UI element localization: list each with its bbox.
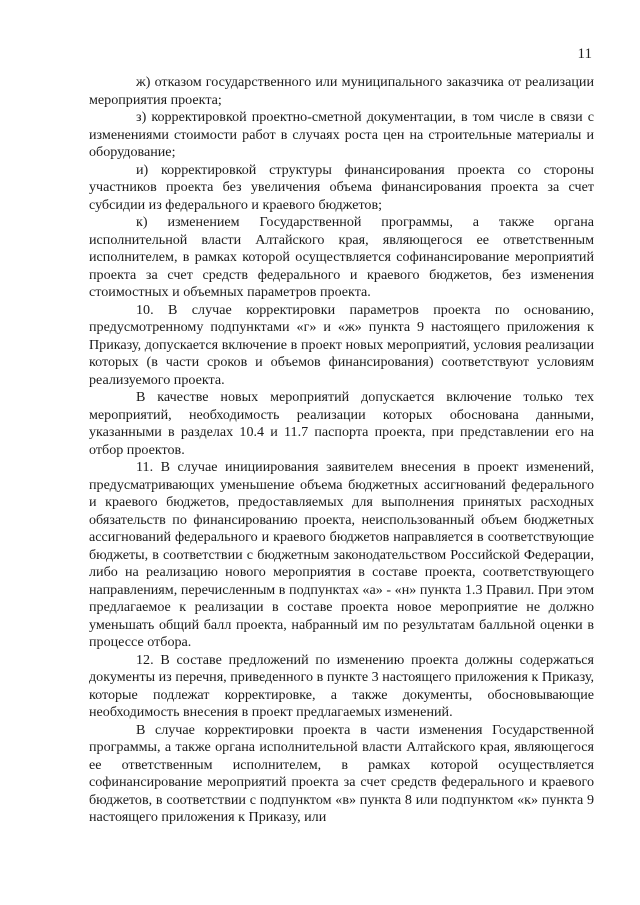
paragraph-11: 11. В случае инициирования заявителем внесения в проект изменений, предусматривающих уменьшение объема бюджетных ассигнований федерального и краевого бюджетов, предоставляемых для выполнения принятых расходных обязательств по финансированию проекта, неиспользованный объем бюджетных ассигнований федерального и краевого бюджетов направляется в соответствующие бюджеты, в соответствии с бюджетным законодательством Российской Федерации, либо на реализацию нового мероприятия в составе проекта, соответствующего направлениям, перечисленным в подпунктах «а» - «н» пункта 1.3 Правил. При этом предлагаемое к реализации в составе проекта новое мероприятие не должно уменьшать общий балл проекта, набранный им по результатам балльной оценки в процессе отбора. bbox=[89, 459, 594, 650]
page-number: 11 bbox=[577, 46, 592, 62]
paragraph-i: и) корректировкой структуры финансирования проекта со стороны участников проекта без увеличения объема финансирования проекта за счет субсидии из федерального и краевого бюджетов; bbox=[89, 161, 594, 213]
paragraph-12: 12. В составе предложений по изменению проекта должны содержаться документы из перечня, приведенного в пункте 3 настоящего приложения к Приказу, которые подлежат корректировке, а также документы, обосновывающие необходимость внесения в проект предлагаемых изменений. bbox=[89, 651, 594, 720]
paragraph-zh: ж) отказом государственного или муниципального заказчика от реализации мероприятия проекта; bbox=[89, 74, 594, 108]
paragraph-10: 10. В случае корректировки параметров проекта по основанию, предусмотренному подпунктами «г» и «ж» пункта 9 настоящего приложения к Приказу, допускается включение в проект новых мероприятий, условия реализации которых (в части сроков и объемов финансирования) соответствуют условиям реализуемого проекта. bbox=[89, 301, 594, 388]
paragraph-12-program-change: В случае корректировки проекта в части изменения Государственной программы, а также органа исполнительной власти Алтайского края, являющегося ее ответственным исполнителем, в рамках которой осуществляется софинансирование мероприятий проекта за счет средств федерального и краевого бюджетов, в соответствии с подпунктом «в» пункта 8 или подпунктом «к» пункта 9 настоящего приложения к Приказу, или bbox=[89, 721, 594, 825]
paragraph-z: з) корректировкой проектно-сметной документации, в том числе в связи с изменениями стоимости работ в случаях роста цен на строительные материалы и оборудование; bbox=[89, 109, 594, 160]
document-body bbox=[89, 74, 594, 827]
paragraph-10-new-measures: В качестве новых мероприятий допускается включение только тех мероприятий, необходимость реализации которых обоснована данными, указанными в разделах 10.4 и 11.7 паспорта проекта, при представлении его на отбор проектов. bbox=[89, 389, 594, 458]
paragraph-k: к) изменением Государственной программы, а также органа исполнительной власти Алтайского края, являющегося ее ответственным исполнителем, в рамках которой осуществляется софинансирование мероприятий проекта за счет средств федерального и краевого бюджетов, без изменения стоимостных и объемных параметров проекта. bbox=[89, 214, 594, 300]
